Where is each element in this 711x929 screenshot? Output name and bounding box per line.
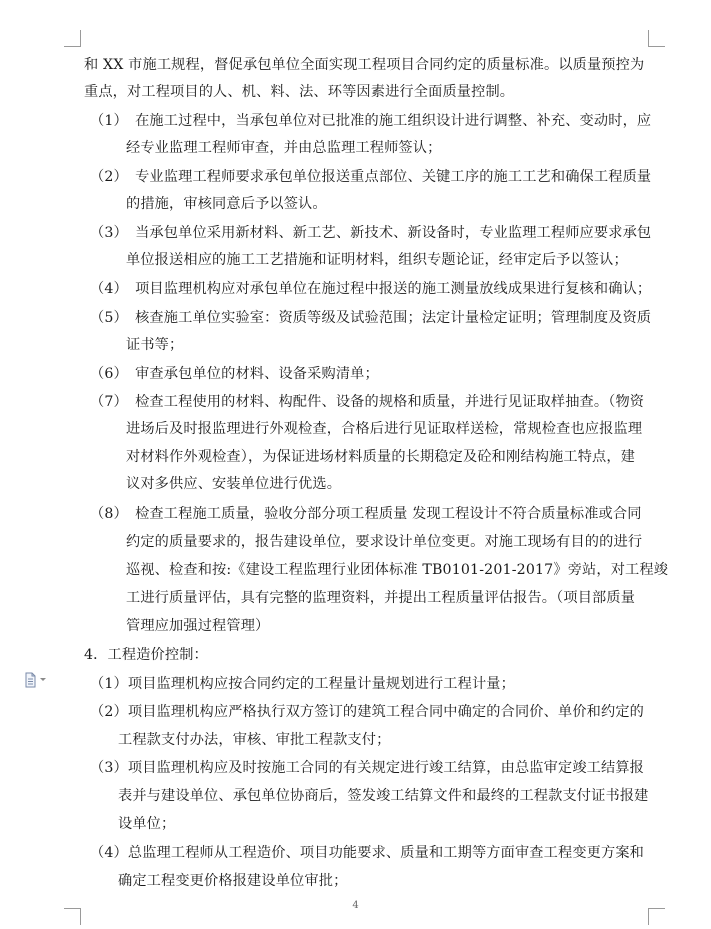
list-item: （7） 检查工程使用的材料、构配件、设备的规格和质量，并进行见证取样抽查。（物资: [90, 394, 645, 410]
list-item-continuation: 确定工程变更价格报建设单位审批；: [118, 873, 348, 889]
list-item-continuation: 议对多供应、安装单位进行优选。: [126, 476, 342, 492]
crop-mark-top-left: [64, 30, 81, 47]
list-item-continuation: 约定的质量要求的，报告建设单位，要求设计单位变更。对施工现场有目的的进行: [126, 534, 643, 550]
document-icon[interactable]: [24, 672, 48, 688]
list-item: （8） 检查工程施工质量，验收分部分项工程质量 发现工程设计不符合质量标准或合同: [90, 506, 642, 522]
list-item: （1）项目监理机构应按合同约定的工程量计量规划进行工程计量；: [90, 676, 515, 692]
list-item-continuation: 工程款支付办法，审核、审批工程款支付；: [118, 732, 391, 748]
list-item-continuation: 设单位；: [118, 816, 176, 832]
body-line: 和 XX 市施工规程，督促承包单位全面实现工程项目合同约定的质量标准。以质量预控为: [84, 57, 645, 73]
list-item-continuation: 单位报送相应的施工工艺措施和证明材料，组织专题论证，经审定后予以签认；: [126, 252, 628, 268]
document-icon-graphic: [24, 672, 48, 688]
list-item-continuation: 进场后及时报监理进行外观检查，合格后进行见证取样送检，常规检查也应报监理: [126, 421, 643, 437]
list-item-continuation: 经专业监理工程师审查，并由总监理工程师签认；: [126, 140, 442, 156]
list-item-continuation: 巡视、检查和按:《建设工程监理行业团体标准 TB0101-201-2017》旁站，对工程竣: [126, 562, 669, 578]
page-number: 4: [352, 900, 359, 911]
list-item-continuation: 证书等；: [126, 337, 184, 353]
crop-mark-top-right: [648, 30, 665, 47]
list-item-continuation: 工进行质量评估，具有完整的监理资料，并提出工程质量评估报告。（项目部质量: [126, 590, 636, 606]
list-item-continuation: 管理应加强过程管理）: [126, 618, 270, 634]
list-item: （2）项目监理机构应严格执行双方签订的建筑工程合同中确定的合同价、单价和约定的: [90, 704, 645, 720]
list-item: （3） 当承包单位采用新材料、新工艺、新技术、新设备时，专业监理工程师应要求承包: [90, 225, 652, 241]
list-item: （5） 核查施工单位实验室：资质等级及试验范围；法定计量检定证明；管理制度及资质: [90, 310, 652, 326]
list-item-continuation: 对材料作外观检查），为保证进场材料质量的长期稳定及砼和刚结构施工特点，建: [126, 449, 636, 465]
list-item-continuation: 表并与建设单位、承包单位协商后，签发竣工结算文件和最终的工程款支付证书报建: [118, 788, 649, 804]
list-item: （4） 项目监理机构应对承包单位在施过程中报送的施工测量放线成果进行复核和确认；: [90, 281, 652, 297]
list-item: （3）项目监理机构应及时按施工合同的有关规定进行竣工结算，由总监审定竣工结算报: [90, 760, 645, 776]
list-item: （2） 专业监理工程师要求承包单位报送重点部位、关键工序的施工工艺和确保工程质量: [90, 169, 652, 185]
section-heading: 4．工程造价控制：: [84, 647, 208, 663]
list-item: （1） 在施工过程中，当承包单位对已批准的施工组织设计进行调整、补充、变动时，应: [90, 113, 652, 129]
list-item-continuation: 的措施，审核同意后予以签认。: [126, 196, 327, 212]
list-item: （6） 审查承包单位的材料、设备采购清单；: [90, 366, 379, 382]
list-item: （4）总监理工程师从工程造价、项目功能要求、质量和工期等方面审查工程变更方案和: [90, 845, 645, 861]
body-line: 重点，对工程项目的人、机、料、法、环等因素进行全面质量控制。: [84, 84, 515, 100]
